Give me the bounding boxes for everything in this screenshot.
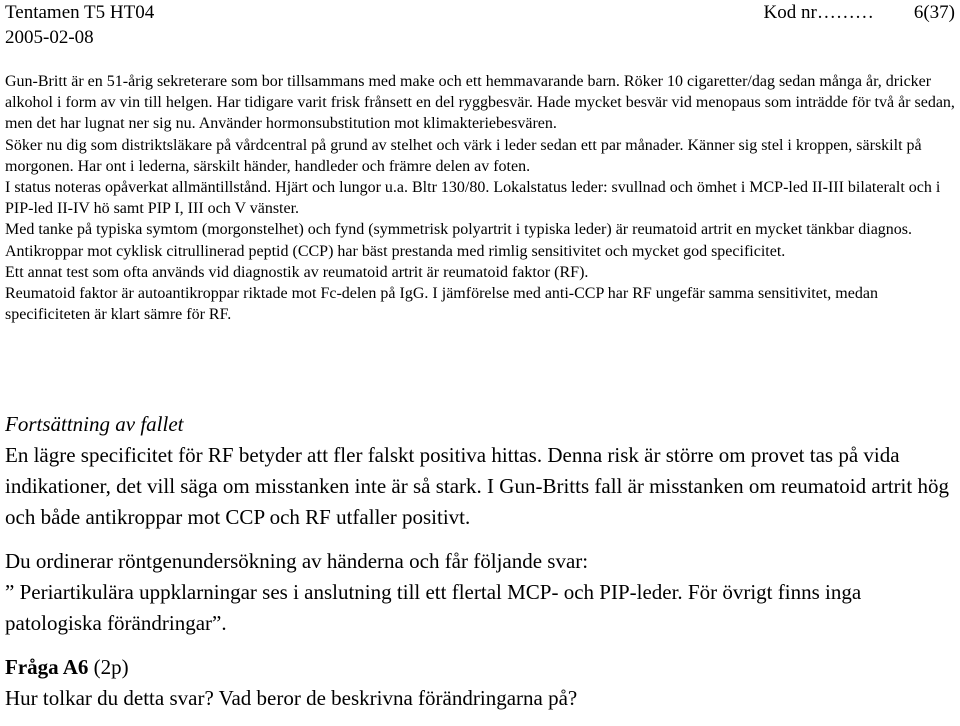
question-text: Hur tolkar du detta svar? Vad beror de beskrivna förändringarna på? (5, 686, 578, 710)
section-heading: Fortsättning av fallet (5, 412, 184, 436)
exam-date: 2005-02-08 (5, 27, 94, 48)
case-paragraph: I status noteras opåverkat allmäntillstånd. Hjärt och lungor u.a. Bltr 130/80. Lokalstatus leder: svullnad och ömhet i MCP-led II-III bilateralt och i PIP-led II-IV hö samt PIP I, III och V vänster. (5, 179, 941, 218)
header-right (764, 0, 955, 25)
case-paragraph: Söker nu dig som distriktsläkare på vårdcentral på grund av stelhet och värk i leder sedan ett par månader. Känner sig stel i kroppen, särskilt på morgonen. Har ont i lederna, särskilt händer, handleder och främre delen av foten. (5, 136, 922, 175)
case-continuation (5, 409, 955, 714)
exam-title: Tentamen T5 HT04 (5, 2, 155, 23)
question-heading (5, 652, 955, 683)
page-header (5, 0, 955, 50)
code-label: Kod nr……… (763, 2, 874, 23)
case-paragraph: Reumatoid faktor är autoantikroppar riktade mot Fc-delen på IgG. I jämförelse med anti-CCP har RF ungefär samma sensitivitet, medan specificiteten är klart sämre för RF. (5, 285, 878, 324)
question-label: Fråga A6 (5, 655, 89, 679)
question-points: (2p) (93, 655, 129, 679)
case-description (5, 71, 955, 325)
case-paragraph: Antikroppar mot cyklisk citrullinerad peptid (CCP) har bäst prestanda med rimlig sensitivitet och mycket god specificitet. (5, 242, 786, 260)
page-number: 6(37) (913, 2, 955, 23)
xray-intro: Du ordinerar röntgenundersökning av händerna och får följande svar: (5, 549, 589, 573)
case-paragraph: Ett annat test som ofta används vid diagnostik av reumatoid artrit är reumatoid faktor (RF). (5, 263, 589, 281)
case-paragraph: Med tanke på typiska symtom (morgonstelhet) och fynd (symmetrisk polyartrit i typiska leder) är reumatoid artrit en mycket tänkbar diagnos. (5, 221, 913, 239)
case-paragraph: Gun-Britt är en 51-årig sekreterare som bor tillsammans med make och ett hemmavarande barn. Röker 10 cigaretter/dag sedan många år, dricker alkohol i form av vin till helgen. Har tidigare varit frisk frånsett en del ryggbesvär. Hade mycket besvär vid menopaus som inträdde för två år sedan, men det har lugnat ner sig nu. Använder hormonsubstitution mot klimakteriebesvären. (5, 73, 955, 133)
header-row-1 (5, 0, 955, 25)
xray-answer: ” Periartikulära uppklarningar ses i anslutning till ett flertal MCP- och PIP-leder. För övrigt finns inga patologiska förändringar”. (5, 580, 862, 635)
continuation-text: En lägre specificitet för RF betyder att fler falskt positiva hittas. Denna risk är större om provet tas på vida indikationer, det vill säga om misstanken inte är så stark. I Gun-Britts fall är misstanken om reumatoid artrit hög och både antikroppar mot CCP och RF utfaller positivt. (5, 443, 949, 529)
